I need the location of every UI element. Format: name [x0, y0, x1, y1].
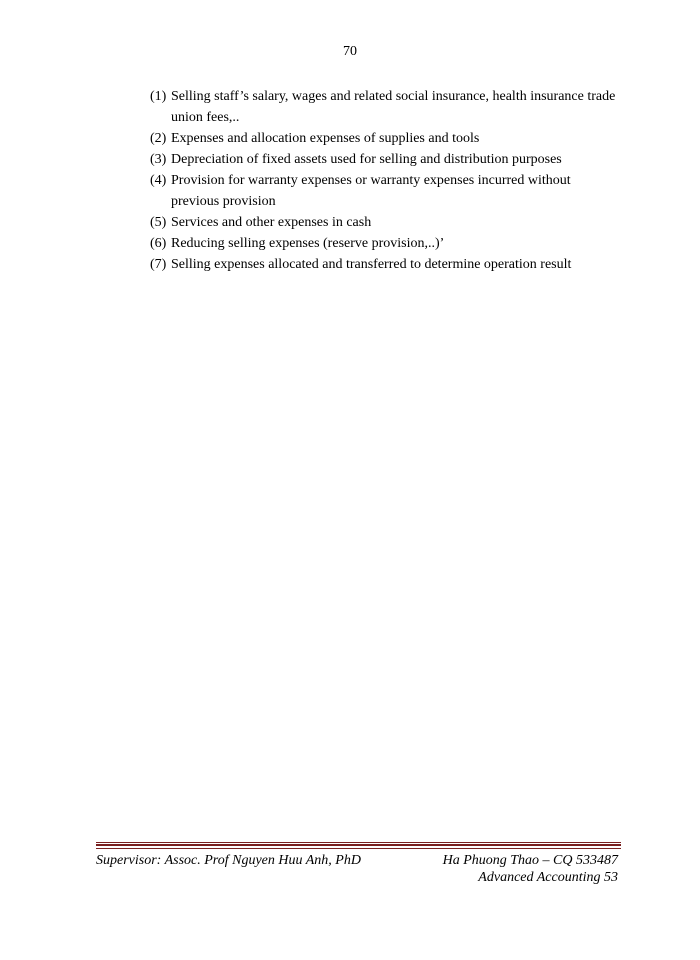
list-item [150, 149, 620, 170]
item-number: (5) [150, 215, 167, 230]
item-text: Services and other expenses in cash [171, 215, 372, 230]
item-number: (2) [150, 131, 167, 146]
footer-author: Ha Phuong Thao – CQ 533487 [442, 853, 618, 868]
item-number: (7) [150, 257, 167, 272]
expense-list [150, 86, 620, 275]
item-number: (3) [150, 152, 167, 167]
list-item [150, 254, 620, 275]
list-item [150, 233, 620, 254]
list-item [150, 212, 620, 233]
list-item [150, 170, 620, 212]
list-item [150, 86, 620, 128]
item-text: Selling expenses allocated and transferred to determine operation result [171, 257, 572, 272]
item-text: Provision for warranty expenses or warranty expenses incurred without previous provision [171, 173, 571, 209]
footer-divider [96, 848, 621, 849]
item-number: (6) [150, 236, 167, 251]
item-number: (1) [150, 89, 167, 104]
item-text: Expenses and allocation expenses of supplies and tools [171, 131, 480, 146]
footer-supervisor: Supervisor: Assoc. Prof Nguyen Huu Anh, PhD [96, 853, 361, 868]
item-text: Depreciation of fixed assets used for selling and distribution purposes [171, 152, 562, 167]
footer-divider [96, 844, 621, 846]
item-text: Reducing selling expenses (reserve provision,..)’ [171, 236, 445, 251]
item-text: Selling staff’s salary, wages and related social insurance, health insurance trade union fees,.. [171, 89, 616, 125]
footer-class: Advanced Accounting 53 [478, 870, 618, 885]
list-item [150, 128, 620, 149]
footer-divider [96, 842, 621, 843]
footer-author-block [443, 852, 618, 886]
item-number: (4) [150, 173, 167, 188]
page-number: 70 [343, 44, 357, 59]
